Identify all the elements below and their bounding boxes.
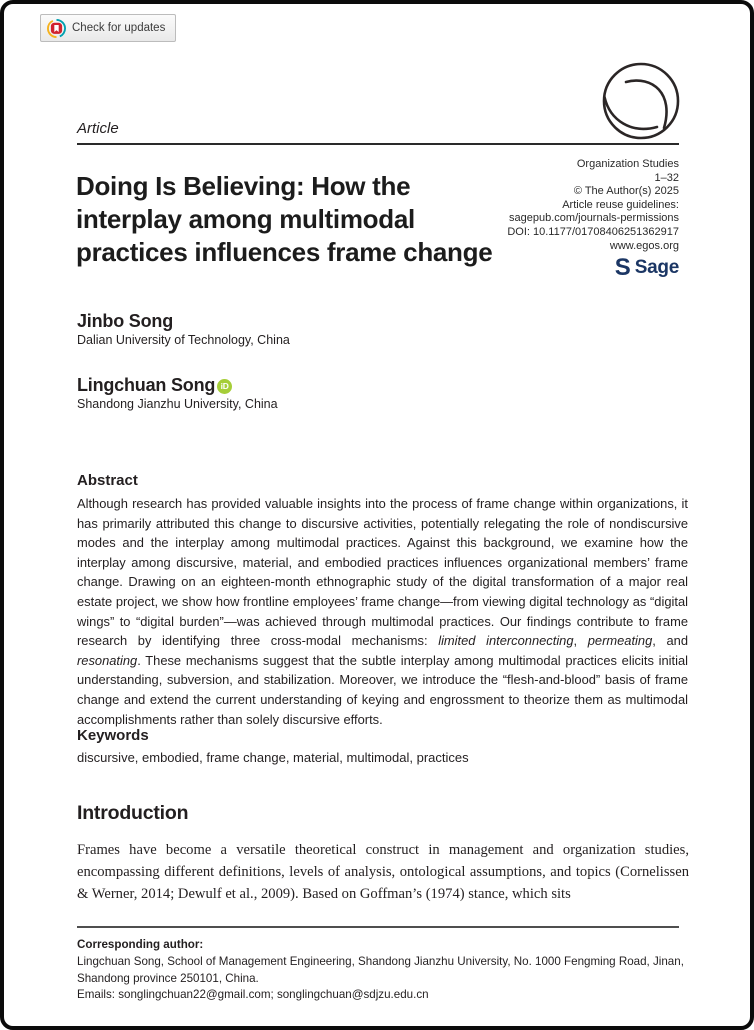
abstract-text — [77, 494, 688, 729]
author-1-affiliation: Dalian University of Technology, China — [77, 333, 290, 347]
journal-copyright: © The Author(s) 2025 — [573, 185, 679, 198]
abstract-seg-6: . These mechanisms suggest that the subtle interplay among multimodal practices elicits initial understanding, subversion, and stabilization. Moreover, we introduce the “flesh-and-blood” basis of frame change and extend the current understanding of keying and engrossment to theorize them as multimodal accomplishments rather than solely discursive efforts. — [77, 652, 688, 727]
sage-s-icon: S — [614, 254, 631, 282]
paper-title — [76, 170, 492, 269]
journal-permissions-link[interactable]: sagepub.com/journals-permissions — [509, 212, 679, 225]
introduction-section — [77, 802, 689, 905]
journal-doi[interactable]: DOI: 10.1177/01708406251362917 — [507, 225, 679, 238]
abstract-seg-0: Although research has provided valuable insights into the process of frame change within organizations, it has primarily attributed this change to discursive activities, potentially relegating the role of nondiscursive modes and the interplay among multimodal practices. Against this background, we examine how the interplay among discursive, material, and embodied practices influences organizational members’ frame change. Drawing on an eighteen-month ethnographic study of the digital transformation of a major real estate project, we show how frontline employees’ frame change—from viewing digital technology as “digital wings” to “digital burden”—was achieved through multimodal practices. Our findings contribute to frame research by identifying three cross-modal mechanisms: — [77, 496, 688, 649]
paper-title-line-3: practices influences frame change — [76, 237, 493, 267]
journal-name: Organization Studies — [576, 158, 679, 170]
paper-title-line-2: interplay among multimodal — [76, 204, 415, 234]
author-2 — [77, 374, 290, 413]
abstract-heading: Abstract — [77, 472, 138, 489]
crossmark-icon — [47, 19, 66, 38]
abstract-mechanism-1: limited interconnecting — [438, 633, 574, 649]
sage-wordmark: Sage — [634, 257, 679, 279]
abstract-seg-2: , — [573, 633, 588, 649]
author-1 — [77, 310, 290, 349]
orcid-icon[interactable]: iD — [217, 379, 232, 394]
author-2-affiliation: Shandong Jianzhu University, China — [77, 397, 278, 411]
authors-block — [77, 310, 290, 438]
keywords-section — [77, 726, 688, 767]
corresponding-author-block — [77, 937, 688, 1004]
author-2-name-text: Lingchuan Song — [77, 375, 216, 395]
keywords-heading: Keywords — [77, 727, 149, 744]
abstract-seg-4: , and — [652, 633, 688, 649]
corresponding-author-emails[interactable]: Emails: songlingchuan22@gmail.com; songlingchuan@sdjzu.edu.cn — [77, 988, 429, 1002]
check-for-updates-button[interactable] — [40, 14, 176, 42]
footer-divider — [77, 926, 679, 928]
corresponding-author-heading: Corresponding author: — [77, 938, 204, 951]
journal-pages: 1–32 — [654, 171, 679, 184]
author-2-name — [77, 374, 290, 396]
introduction-paragraph: Frames have become a versatile theoretical construct in management and organization studies, encompassing different definitions, levels of analysis, ontological assumptions, and topics (Cornelissen & Werner, 2014; Dewulf et al., 2009). Based on Goffman’s (1974) stance, which sits — [77, 842, 689, 902]
egos-logo-icon — [598, 56, 684, 151]
author-1-name: Jinbo Song — [77, 311, 173, 331]
introduction-heading: Introduction — [77, 802, 189, 824]
check-for-updates-label: Check for updates — [72, 22, 166, 34]
article-type-label: Article — [77, 120, 119, 137]
journal-reuse-guidelines: Article reuse guidelines: — [562, 198, 679, 211]
sage-logo — [507, 254, 679, 282]
abstract-mechanism-2: permeating — [587, 633, 653, 649]
journal-website-link[interactable]: www.egos.org — [609, 239, 679, 252]
keywords-list: discursive, embodied, frame change, material, multimodal, practices — [77, 750, 469, 765]
corresponding-author-address: Lingchuan Song, School of Management Engineering, Shandong Jianzhu University, No. 1000 Fengming Road, Jinan, Shandong province 250101, China. — [77, 954, 684, 985]
abstract-section — [77, 471, 688, 729]
paper-title-line-1: Doing Is Believing: How the — [76, 171, 411, 201]
journal-info-block — [507, 158, 679, 282]
abstract-mechanism-3: resonating — [77, 652, 138, 668]
header-divider — [77, 143, 679, 145]
